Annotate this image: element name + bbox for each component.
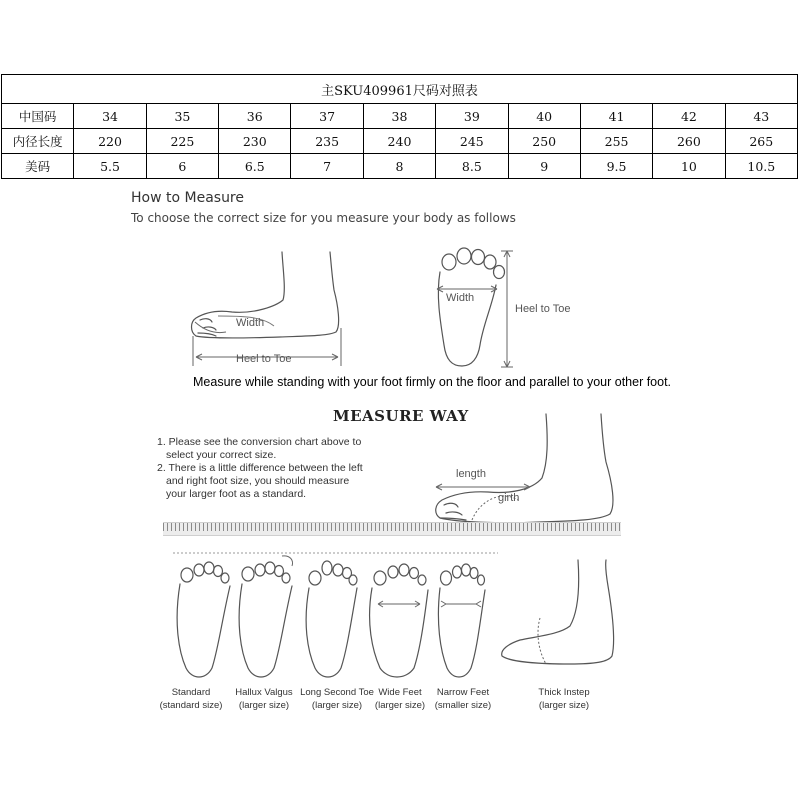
size-chart-title: 主SKU409961尺码对照表	[2, 75, 798, 104]
measure-way-title: MEASURE WAY	[333, 407, 469, 425]
table-cell: 10.5	[725, 154, 797, 179]
top-width-label: Width	[446, 292, 475, 304]
table-cell: 220	[74, 129, 146, 154]
ruler	[163, 522, 621, 536]
table-cell: 37	[291, 104, 363, 129]
foot-type-size: (larger size)	[374, 700, 426, 711]
step-text: 2. There is a little difference between the left	[157, 462, 363, 474]
step-text: and right foot size, you should measure	[166, 475, 350, 487]
foot-type-size: (larger size)	[238, 700, 290, 711]
table-cell: 36	[219, 104, 291, 129]
step-text: select your correct size.	[166, 449, 277, 461]
foot-type-size: (standard size)	[159, 700, 223, 711]
table-cell: 5.5	[74, 154, 146, 179]
table-cell: 35	[146, 104, 218, 129]
table-cell: 235	[291, 129, 363, 154]
table-cell: 9	[508, 154, 580, 179]
table-cell: 240	[363, 129, 435, 154]
table-cell: 9.5	[580, 154, 652, 179]
foot-type-name: Long Second Toe	[300, 687, 374, 698]
foot-type-name: Wide Feet	[378, 687, 422, 698]
table-cell: 6	[146, 154, 218, 179]
standard-foot-shape	[177, 562, 230, 677]
table-cell: 250	[508, 129, 580, 154]
table-cell: 8.5	[436, 154, 508, 179]
measure-way-foot-illustration	[436, 414, 613, 523]
thick-instep-foot-shape	[502, 560, 614, 664]
table-cell: 39	[436, 104, 508, 129]
table-row	[2, 104, 798, 129]
measure-note: Measure while standing with your foot firmly on the floor and parallel to your other foot.	[193, 375, 672, 389]
table-cell: 8	[363, 154, 435, 179]
how-to-measure-title: How to Measure	[131, 190, 244, 206]
foot-type-size: (larger size)	[538, 700, 590, 711]
ruler-ticks	[163, 523, 621, 531]
table-cell: 7	[291, 154, 363, 179]
table-cell: 43	[725, 104, 797, 129]
row-header-cn-size: 中国码	[2, 104, 74, 129]
side-width-label: Width	[236, 317, 265, 329]
how-to-measure-subtitle: To choose the correct size for you measure your body as follows	[131, 211, 516, 225]
table-cell: 265	[725, 129, 797, 154]
foot-type-size: (smaller size)	[434, 700, 492, 711]
step-text: 1. Please see the conversion chart above to	[157, 436, 362, 448]
foot-type-name: Hallux Valgus	[235, 687, 293, 698]
side-heel-to-toe-label: Heel to Toe	[236, 353, 292, 365]
table-cell: 42	[653, 104, 725, 129]
wide-feet-foot-shape	[370, 564, 428, 677]
table-row	[2, 129, 798, 154]
step-text: your larger foot as a standard.	[166, 488, 307, 500]
row-header-inner-length: 内径长度	[2, 129, 74, 154]
measure-steps	[157, 436, 387, 501]
foot-type-narrow-feet	[418, 686, 508, 712]
girth-label: girth	[498, 492, 520, 504]
foot-type-name: Narrow Feet	[436, 687, 490, 698]
top-foot-illustration	[437, 248, 570, 367]
table-cell: 245	[436, 129, 508, 154]
row-header-us-size: 美码	[2, 154, 74, 179]
foot-type-thick-instep	[519, 686, 609, 712]
table-cell: 260	[653, 129, 725, 154]
foot-type-size: (larger size)	[311, 700, 363, 711]
table-cell: 41	[580, 104, 652, 129]
table-row	[2, 154, 798, 179]
table-cell: 230	[219, 129, 291, 154]
length-label: length	[456, 468, 486, 480]
table-cell: 10	[653, 154, 725, 179]
size-chart-table	[1, 74, 798, 179]
table-cell: 225	[146, 129, 218, 154]
foot-type-name: Thick Instep	[538, 687, 590, 698]
table-cell: 40	[508, 104, 580, 129]
table-cell: 6.5	[219, 154, 291, 179]
foot-type-name: Standard	[171, 687, 211, 698]
top-heel-to-toe-label: Heel to Toe	[515, 303, 571, 315]
side-foot-illustration	[192, 252, 342, 366]
table-cell: 38	[363, 104, 435, 129]
table-cell: 255	[580, 129, 652, 154]
table-cell: 34	[74, 104, 146, 129]
hallux-valgus-foot-shape	[239, 556, 292, 677]
narrow-feet-foot-shape	[438, 564, 485, 677]
long-second-toe-foot-shape	[306, 561, 357, 677]
